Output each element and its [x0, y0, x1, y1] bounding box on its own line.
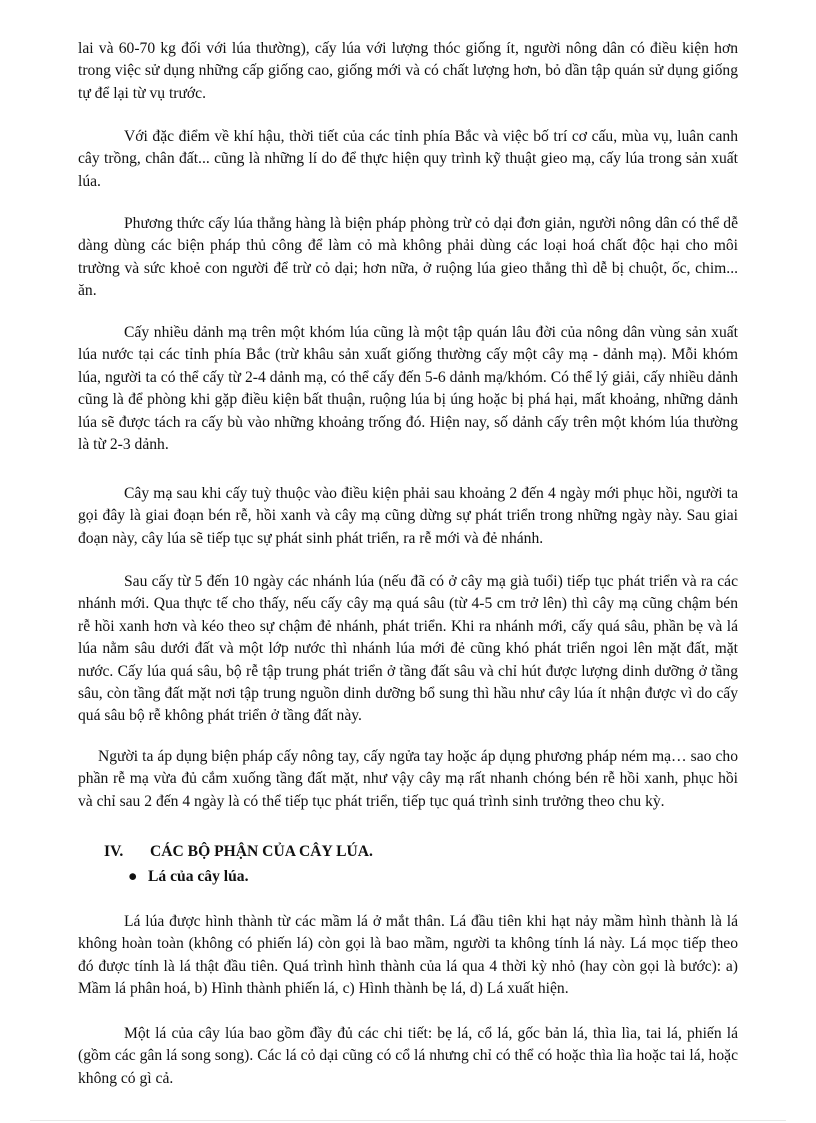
paragraph-7: Người ta áp dụng biện pháp cấy nông tay, cấy ngửa tay hoặc áp dụng phương pháp ném mạ… sao cho phần rễ mạ vừa đủ cắm xuống tầng đất mặt, như vậy cây mạ rất nhanh chóng bén rễ hồi xanh, phục hồi và chỉ sau 2 đến 4 ngày là có thể tiếp tục phát triển, tiếp tục quá trình sinh trưởng theo chu kỳ. — [78, 748, 738, 810]
bullet-item — [128, 866, 249, 888]
paragraph-5: Cây mạ sau khi cấy tuỳ thuộc vào điều kiện phải sau khoảng 2 đến 4 ngày mới phục hồi, người ta gọi đây là giai đoạn bén rễ, hồi xanh và cây mạ cũng dừng sự phát triển trong những ngày này. Sau giai đoạn này, cây lúa sẽ tiếp tục sự phát sinh phát triển, ra rễ mới và đẻ nhánh. — [78, 485, 738, 547]
bullet-text: Lá của cây lúa. — [148, 868, 249, 885]
section-title: CÁC BỘ PHẬN CỦA CÂY LÚA. — [150, 843, 373, 860]
bullet-dot-icon: ● — [128, 868, 138, 885]
section-number: IV. — [104, 843, 124, 860]
paragraph-9: Một lá của cây lúa bao gồm đầy đủ các chi tiết: bẹ lá, cổ lá, gốc bản lá, thìa lìa, tai lá, phiến lá (gồm các gân lá song song). Các lá cỏ dại cũng có cổ lá nhưng chỉ có thể có hoặc thìa lìa hoặc tai lá, hoặc không có gì cả. — [78, 1025, 738, 1087]
section-heading — [104, 841, 373, 863]
paragraph-2: Với đặc điểm về khí hậu, thời tiết của các tỉnh phía Bắc và việc bố trí cơ cấu, mùa vụ, luân canh cây trồng, chân đất... cũng là những lí do để thực hiện quy trình kỹ thuật gieo mạ, cấy lúa trong sản xuất lúa. — [78, 128, 738, 190]
paragraph-8: Lá lúa được hình thành từ các mầm lá ở mắt thân. Lá đầu tiên khi hạt nảy mầm hình thành là lá không hoàn toàn (không có phiến lá) còn gọi là bao mầm, người ta không tính lá này. Lá mọc tiếp theo đó được tính là lá thật đầu tiên. Quá trình hình thành của lá qua 4 thời kỳ nhỏ (hay còn gọi là bước): a) Mầm lá phân hoá, b) Hình thành phiến lá, c) Hình thành bẹ lá, d) Lá xuất hiện. — [78, 913, 738, 998]
paragraph-4: Cấy nhiều dảnh mạ trên một khóm lúa cũng là một tập quán lâu đời của nông dân vùng sản xuất lúa nước tại các tỉnh phía Bắc (trừ khâu sản xuất giống thường cấy một cây mạ - dảnh mạ). Mỗi khóm lúa, người ta có thể cấy từ 2-4 dảnh mạ, có thể cấy đến 5-6 dảnh mạ/khóm. Có thể lý giải, cấy nhiều dảnh cũng là để phòng khi gặp điều kiện bất thuận, ruộng lúa bị úng hoặc bị phá hại, mất khoảng, những dảnh lúa sẽ được tách ra cấy bù vào những khoảng trống đó. Hiện nay, số dảnh cấy trên một khóm lúa thường là từ 2-3 dảnh. — [78, 324, 738, 454]
paragraph-6: Sau cấy từ 5 đến 10 ngày các nhánh lúa (nếu đã có ở cây mạ già tuổi) tiếp tục phát triển và ra các nhánh mới. Qua thực tế cho thấy, nếu cấy cây mạ quá sâu (từ 4-5 cm trở lên) thì cây mạ cũng chậm bén rễ hồi xanh hơn và kéo theo sự chậm đẻ nhánh, phát triển. Khi ra nhánh mới, cấy quá sâu, phần bẹ và lá lúa nằm sâu dưới đất và một lớp nước thì nhánh lúa mới đẻ cũng khó phát triển ngoi lên mặt đất, mặt nước. Cấy lúa quá sâu, bộ rễ tập trung phát triển ở tầng đất sâu và chỉ hút được lượng dinh dưỡng ở tầng sâu, còn tầng đất mặt nơi tập trung nguồn dinh dưỡng bổ sung thì hầu như cây lúa ít nhận được vì do cấy quá sâu bộ rễ không phát triển ở tầng đất này. — [78, 573, 738, 725]
page-edge-divider — [30, 1120, 786, 1121]
paragraph-3: Phương thức cấy lúa thẳng hàng là biện pháp phòng trừ cỏ dại đơn giản, người nông dân có thể dễ dàng dùng các biện pháp thủ công để làm cỏ mà không phải dùng các loại hoá chất độc hại cho môi trường và sức khoẻ con người để trừ cỏ dại; hơn nữa, ở ruộng lúa gieo thẳng thì dễ bị chuột, ốc, chim... ăn. — [78, 215, 738, 300]
paragraph-1: lai và 60-70 kg đối với lúa thường), cấy lúa với lượng thóc giống ít, người nông dân có điều kiện hơn trong việc sử dụng những cấp giống cao, giống mới và có chất lượng hơn, bỏ dần tập quán sử dụng giống tự để lại từ vụ trước. — [78, 40, 738, 102]
